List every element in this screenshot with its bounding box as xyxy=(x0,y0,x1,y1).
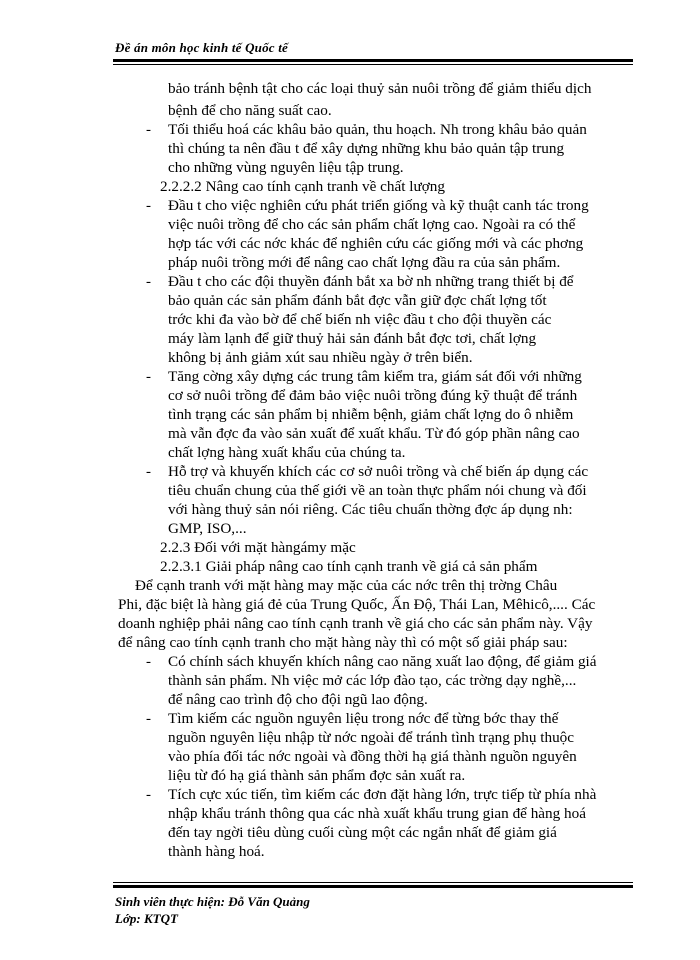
footer-class: Lớp: KTQT xyxy=(115,911,178,926)
text-line: vào phía đối tác nớc ngoài và đồng thời hạ giá thành nguồn nguyên xyxy=(168,748,577,765)
header-rule-thin xyxy=(113,64,633,65)
text-line: bệnh để cho năng suất cao. xyxy=(168,102,332,119)
text-line: nguồn nguyên liệu nhập từ nớc ngoài để tránh tình trạng phụ thuộc xyxy=(168,729,574,746)
text-line: Hỗ trợ và khuyến khích các cơ sở nuôi trồng và chế biến áp dụng các xyxy=(168,463,589,480)
text-line: bảo tránh bệnh tật cho các loại thuỷ sản nuôi trồng để giảm thiểu dịch xyxy=(168,80,592,97)
footer-rule-thick xyxy=(113,885,633,888)
text-line: Tìm kiếm các nguồn nguyên liệu trong nớc để từng bớc thay thế xyxy=(168,710,559,727)
bullet-dash: - xyxy=(146,122,151,138)
section-heading: 2.2.2.2 Nâng cao tính cạnh tranh về chất lượng xyxy=(160,178,445,195)
text-line: bảo quản các sản phẩm đánh bắt đợc vẫn giữ đợc chất lợng tốt xyxy=(168,292,547,309)
footer-rule-thin xyxy=(113,882,633,883)
text-line: tiêu chuẩn chung của thế giới về an toàn thực phẩm nói chung và đối xyxy=(168,482,587,499)
text-line: cho những vùng nguyên liệu tập trung. xyxy=(168,159,404,176)
bullet-dash: - xyxy=(146,787,151,803)
text-line: thành sản phẩm. Nh việc mở các lớp đào tạo, các trờng dạy nghề,... xyxy=(168,672,577,689)
page-header-title: Đề án môn học kinh tế Quốc tế xyxy=(115,40,289,55)
bullet-dash: - xyxy=(146,369,151,385)
text-line: việc nuôi trồng để cho các sản phẩm chất lợng cao. Ngoài ra có thể xyxy=(168,216,576,233)
header-rule-thick xyxy=(113,59,633,62)
text-line: Phi, đặc biệt là hàng giá đẻ của Trung Quốc, Ấn Độ, Thái Lan, Mêhicô,.... Các xyxy=(118,596,596,613)
bullet-dash: - xyxy=(146,274,151,290)
bullet-dash: - xyxy=(146,654,151,670)
text-line: Có chính sách khuyến khích nâng cao năng xuất lao động, để giảm giá xyxy=(168,653,597,670)
text-line: trớc khi đa vào bờ để chế biến nh việc đầu t cho đội thuyền các xyxy=(168,311,552,328)
text-line: Tối thiểu hoá các khâu bảo quản, thu hoạch. Nh trong khâu bảo quản xyxy=(168,121,587,138)
text-line: thì chúng ta nên đầu t để xây dựng những khu bảo quản tập trung xyxy=(168,140,565,157)
text-line: Đầu t cho các đội thuyền đánh bắt xa bờ nh những trang thiết bị để xyxy=(168,273,574,290)
text-line: GMP, ISO,... xyxy=(168,520,247,537)
text-line: mà vẫn đợc đa vào sản xuất để xuất khẩu. Từ đó góp phần nâng cao xyxy=(168,425,580,442)
text-line: doanh nghiệp phải nâng cao tính cạnh tranh về giá cho các sản phẩm này. Vậy xyxy=(118,615,593,632)
text-line: tình trạng các sản phẩm bị nhiễm bệnh, giảm chất lợng do ô nhiễm xyxy=(168,406,574,423)
text-line: nhập khẩu tránh thông qua các nhà xuất khẩu trung gian để hàng hoá xyxy=(168,805,586,822)
text-line: Tăng cờng xây dựng các trung tâm kiểm tra, giám sát đối với những xyxy=(168,368,582,385)
text-line: để nâng cao tính cạnh tranh cho mặt hàng này thì có một số giải pháp sau: xyxy=(118,634,568,651)
bullet-dash: - xyxy=(146,464,151,480)
text-line: không bị ảnh giảm xút sau nhiều ngày ở trên biển. xyxy=(168,349,473,366)
text-line: Đầu t cho việc nghiên cứu phát triển giống và kỹ thuật canh tác trong xyxy=(168,197,589,214)
section-heading: 2.2.3.1 Giải pháp nâng cao tính cạnh tranh về giá cả sản phẩm xyxy=(160,558,538,575)
bullet-dash: - xyxy=(146,711,151,727)
text-line: thành hàng hoá. xyxy=(168,843,265,860)
text-line: đến tay ngời tiêu dùng cuối cùng một các ngắn nhất để giảm giá xyxy=(168,824,557,841)
text-line: máy làm lạnh để giữ thuỷ hải sản đánh bắt đợc tơi, chất lợng xyxy=(168,330,537,347)
text-line: hợp tác với các nớc khác để nghiên cứu các giống mới và các phơng xyxy=(168,235,584,252)
text-line: Tích cực xúc tiến, tìm kiếm các đơn đặt hàng lớn, trực tiếp từ phía nhà xyxy=(168,786,597,803)
text-line: Để cạnh tranh với mặt hàng may mặc của các nớc trên thị trờng Châu xyxy=(135,577,558,594)
text-line: pháp nuôi trồng mới để nâng cao chất lợng đầu ra của sản phẩm. xyxy=(168,254,561,271)
section-heading: 2.2.3 Đối với mặt hàngámy mặc xyxy=(160,539,356,556)
text-line: với hàng thuỷ sản nói riêng. Các tiêu chuẩn thờng đợc áp dụng nh: xyxy=(168,501,573,518)
text-line: để nâng cao trình độ cho đội ngũ lao động. xyxy=(168,691,428,708)
text-line: chất lợng hàng xuất khẩu của chúng ta. xyxy=(168,444,406,461)
text-line: liệu từ đó hạ giá thành sản phẩm đợc sản xuất ra. xyxy=(168,767,466,784)
bullet-dash: - xyxy=(146,198,151,214)
text-line: cơ sở nuôi trồng để đảm bảo việc nuôi trồng đúng kỹ thuật để tránh xyxy=(168,387,578,404)
footer-author: Sinh viên thực hiện: Đỗ Văn Quảng xyxy=(115,894,310,909)
